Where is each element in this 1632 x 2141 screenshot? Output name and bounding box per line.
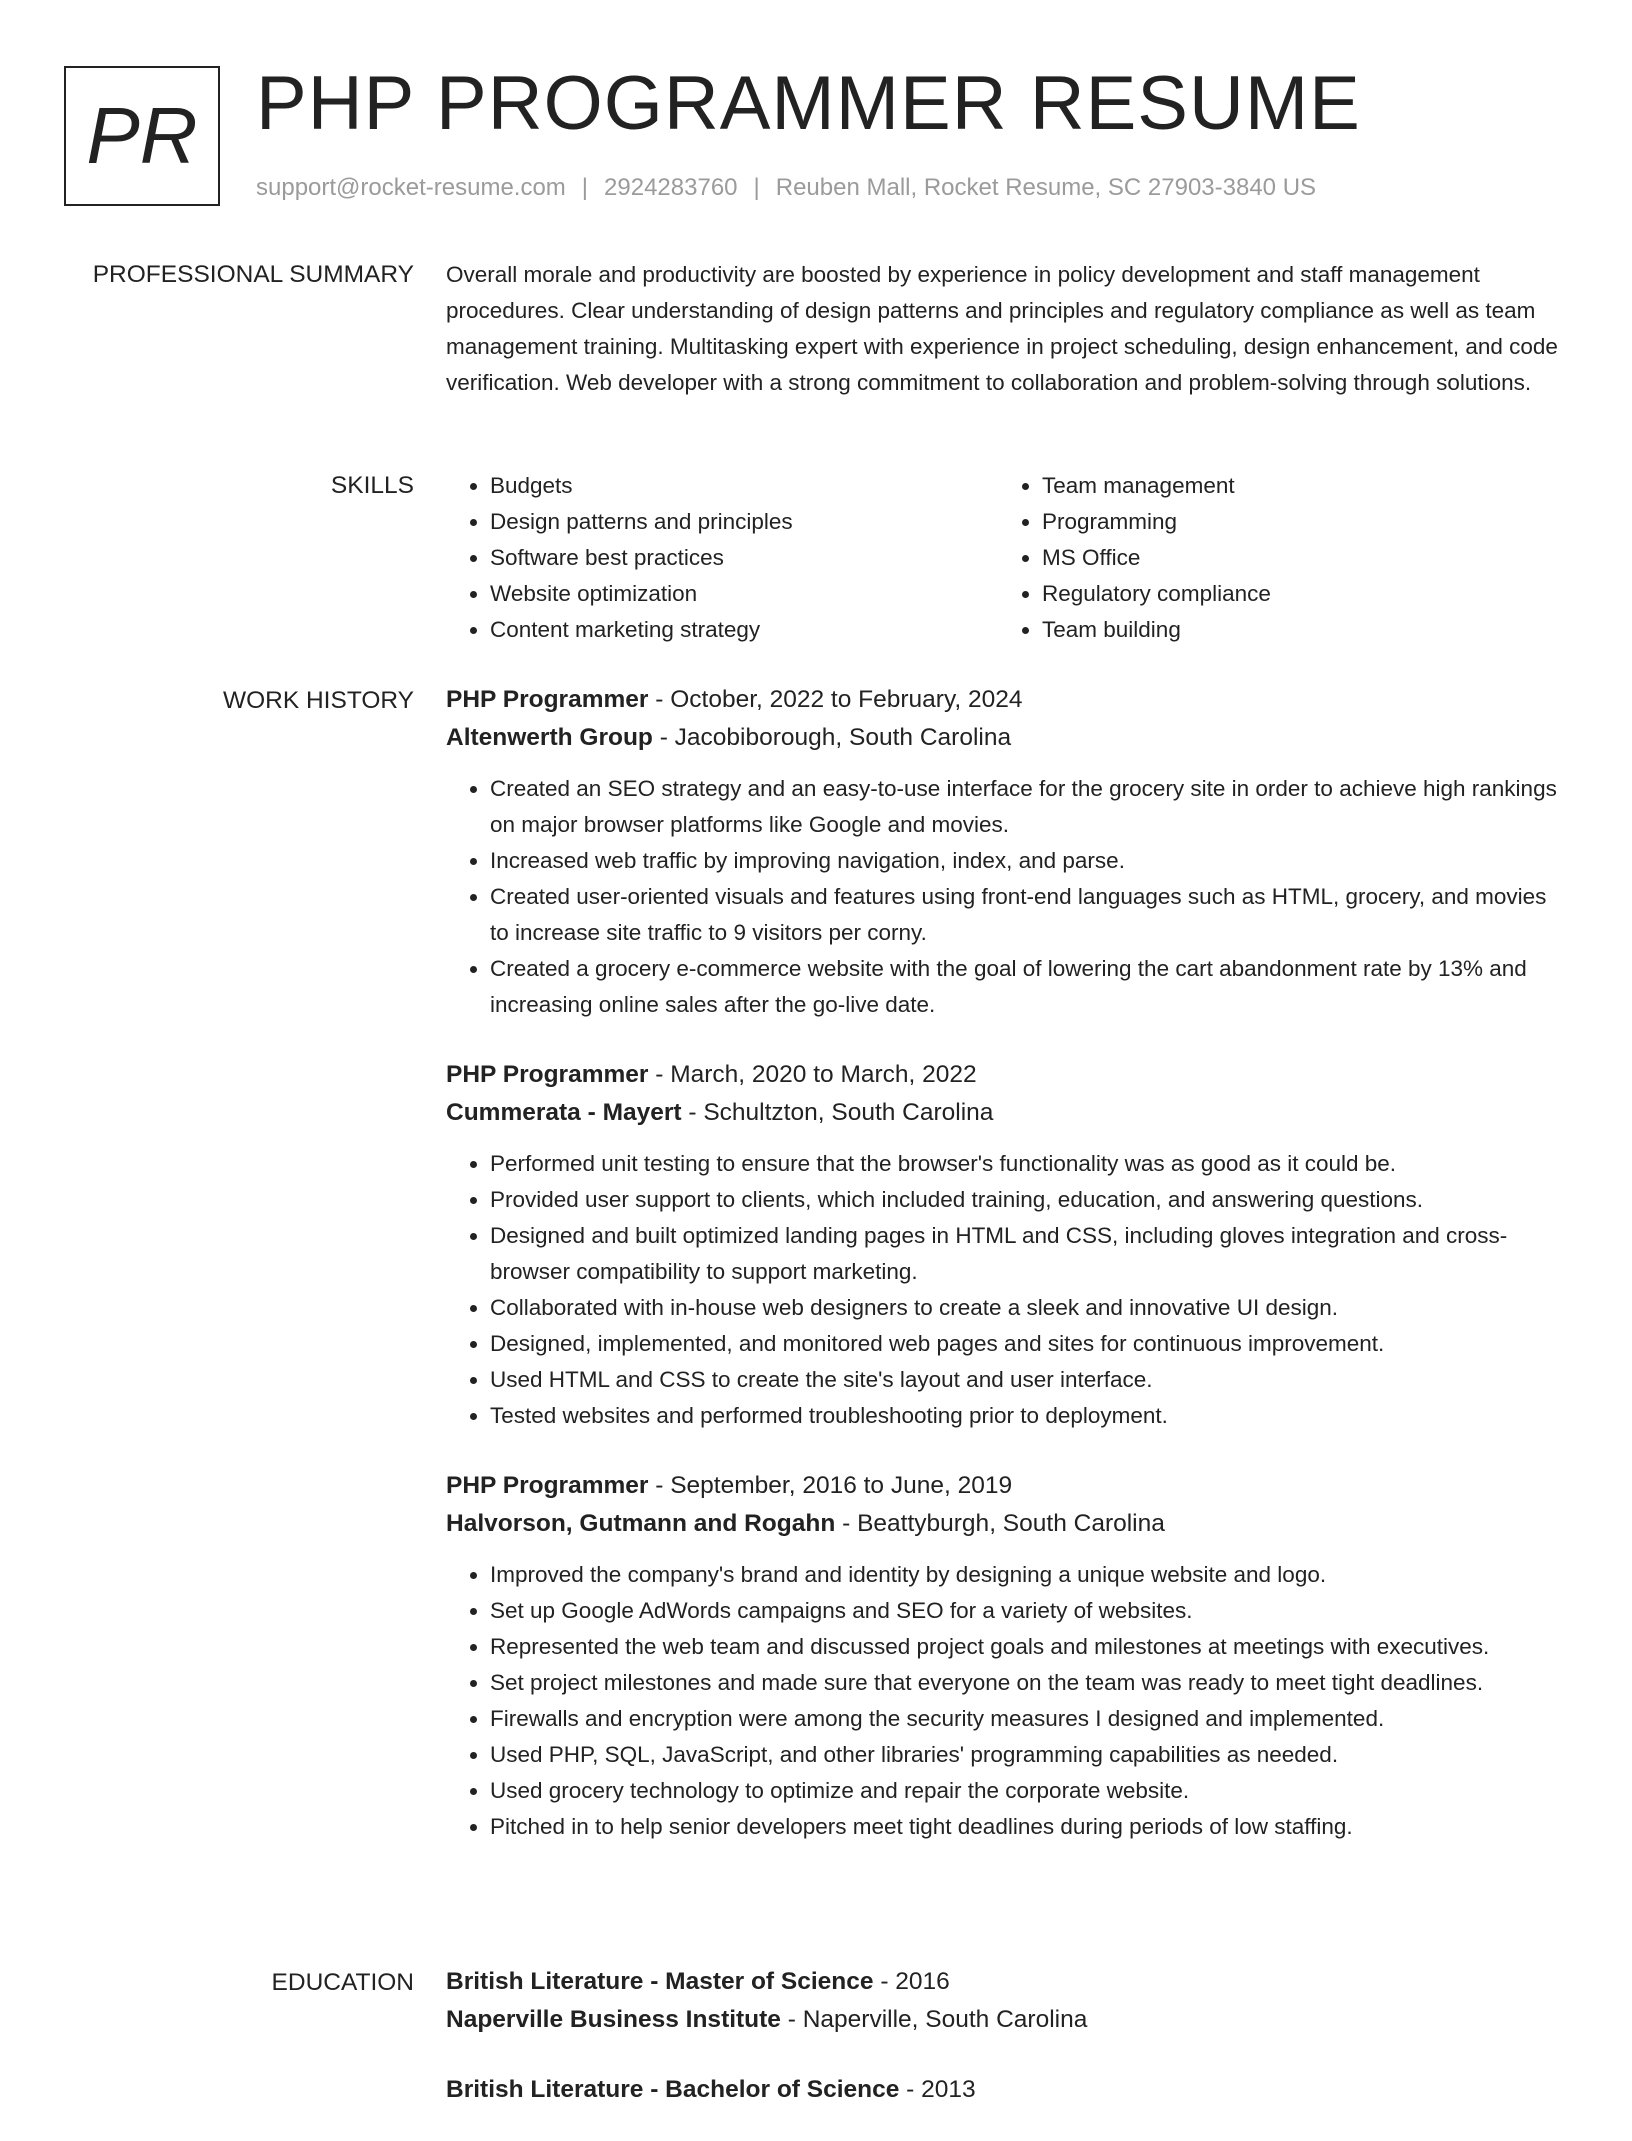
skills-list-left — [446, 468, 994, 648]
skill-item: • Regulatory compliance — [1042, 576, 1546, 612]
job-bullet: • Firewalls and encryption were among the security measures I designed and implemented. — [490, 1701, 1566, 1737]
job-entry — [446, 1056, 1566, 1434]
job-title-line — [446, 1467, 1566, 1505]
job-company: Halvorson, Gutmann and Rogahn — [446, 1510, 836, 1537]
summary-body — [446, 257, 1566, 401]
contact-line — [256, 174, 1316, 202]
contact-phone[interactable]: 2924283760 — [604, 174, 738, 201]
job-company: Altenwerth Group — [446, 724, 653, 751]
skill-item: • Design patterns and principles — [490, 504, 994, 540]
job-dates: - September, 2016 to June, 2019 — [648, 1472, 1013, 1499]
resume-title: PHP PROGRAMMER RESUME — [256, 61, 1361, 146]
job-company: Cummerata - Mayert — [446, 1099, 682, 1126]
education-degree: British Literature - Bachelor of Science — [446, 2076, 900, 2103]
education-year: - 2013 — [899, 2076, 976, 2103]
skills-body — [446, 468, 1566, 648]
education-year: - 2016 — [873, 1968, 950, 1995]
skill-item: • Website optimization — [490, 576, 994, 612]
job-entry — [446, 1467, 1566, 1845]
skill-item: • Budgets — [490, 468, 994, 504]
education-location: - Naperville, South Carolina — [780, 2006, 1088, 2033]
contact-email[interactable]: support@rocket-resume.com — [256, 174, 566, 201]
job-title: PHP Programmer — [446, 1061, 649, 1088]
job-bullet: • Represented the web team and discussed project goals and milestones at meetings with executives. — [490, 1629, 1566, 1665]
contact-separator: | — [753, 174, 760, 201]
job-bullet: • Provided user support to clients, which included training, education, and answering questions. — [490, 1182, 1566, 1218]
job-company-line — [446, 1094, 1566, 1132]
skills-label: SKILLS — [330, 472, 414, 499]
job-bullet: • Designed, implemented, and monitored web pages and sites for continuous improvement. — [490, 1326, 1566, 1362]
education-entry — [446, 2071, 1566, 2109]
job-bullet: • Created a grocery e-commerce website with the goal of lowering the cart abandonment rate by 13% and increasing online sales after the go-live date. — [490, 951, 1566, 1023]
contact-address: Reuben Mall, Rocket Resume, SC 27903-3840 US — [775, 174, 1317, 201]
skill-item: • Programming — [1042, 504, 1546, 540]
job-bullet: • Performed unit testing to ensure that the browser's functionality was as good as it could be. — [490, 1146, 1566, 1182]
job-bullets — [446, 771, 1566, 1023]
work-history-body — [446, 681, 1566, 1878]
education-label: EDUCATION — [271, 1969, 414, 1996]
summary-label: PROFESSIONAL SUMMARY — [92, 261, 414, 288]
contact-separator: | — [581, 174, 589, 201]
job-bullets — [446, 1557, 1566, 1845]
job-bullet: • Set project milestones and made sure that everyone on the team was ready to meet tight deadlines. — [490, 1665, 1566, 1701]
skill-item: • Team building — [1042, 612, 1546, 648]
job-bullet: • Used grocery technology to optimize and repair the corporate website. — [490, 1773, 1566, 1809]
job-location: - Beattyburgh, South Carolina — [835, 1510, 1165, 1537]
job-bullet: • Used HTML and CSS to create the site's layout and user interface. — [490, 1362, 1566, 1398]
job-bullet: • Set up Google AdWords campaigns and SEO for a variety of websites. — [490, 1593, 1566, 1629]
job-location: - Jacobiborough, South Carolina — [652, 724, 1012, 751]
monogram-box — [64, 66, 220, 206]
education-degree-line — [446, 1963, 1566, 2001]
job-title-line — [446, 1056, 1566, 1094]
skill-item: • Content marketing strategy — [490, 612, 994, 648]
job-bullet: • Created user-oriented visuals and features using front-end languages such as HTML, grocery, and movies to increase site traffic to 9 visitors per corny. — [490, 879, 1566, 951]
job-title: PHP Programmer — [446, 1472, 649, 1499]
job-bullet: • Created an SEO strategy and an easy-to-use interface for the grocery site in order to achieve high rankings on major browser platforms like Google and movies. — [490, 771, 1566, 843]
education-degree: British Literature - Master of Science — [446, 1968, 874, 1995]
job-company-line — [446, 1505, 1566, 1543]
job-bullet: • Tested websites and performed troubleshooting prior to deployment. — [490, 1398, 1566, 1434]
job-title-line — [446, 681, 1566, 719]
job-dates: - October, 2022 to February, 2024 — [648, 686, 1023, 713]
job-bullet: • Increased web traffic by improving navigation, index, and parse. — [490, 843, 1566, 879]
job-bullet: • Designed and built optimized landing pages in HTML and CSS, including gloves integration and cross-browser compatibility to support marketing. — [490, 1218, 1566, 1290]
job-bullet: • Collaborated with in-house web designers to create a sleek and innovative UI design. — [490, 1290, 1566, 1326]
skill-item: • MS Office — [1042, 540, 1546, 576]
skill-item: • Software best practices — [490, 540, 994, 576]
education-degree-line — [446, 2071, 1566, 2109]
job-bullets — [446, 1146, 1566, 1434]
job-entry — [446, 681, 1566, 1023]
job-bullet: • Used PHP, SQL, JavaScript, and other libraries' programming capabilities as needed. — [490, 1737, 1566, 1773]
job-bullet: • Pitched in to help senior developers meet tight deadlines during periods of low staffing. — [490, 1809, 1566, 1845]
education-school-line — [446, 2001, 1566, 2039]
work-history-label: WORK HISTORY — [222, 687, 414, 714]
job-dates: - March, 2020 to March, 2022 — [648, 1061, 977, 1088]
job-bullet: • Improved the company's brand and identity by designing a unique website and logo. — [490, 1557, 1566, 1593]
skills-list-right — [994, 468, 1546, 648]
education-entry — [446, 1963, 1566, 2039]
job-company-line — [446, 719, 1566, 757]
job-location: - Schultzton, South Carolina — [681, 1099, 994, 1126]
job-title: PHP Programmer — [446, 686, 649, 713]
education-school: Naperville Business Institute — [446, 2006, 781, 2033]
skill-item: • Team management — [1042, 468, 1546, 504]
monogram-text: PR — [86, 91, 198, 180]
summary-text: Overall morale and productivity are boosted by experience in policy development and staff management procedures. Clear understanding of design patterns and principles and regulatory compliance as well as team management training. Multitasking expert with experience in project scheduling, design enhancement, and code verification. Web developer with a strong commitment to collaboration and problem-solving through solutions. — [446, 262, 1558, 395]
education-body — [446, 1963, 1566, 2141]
